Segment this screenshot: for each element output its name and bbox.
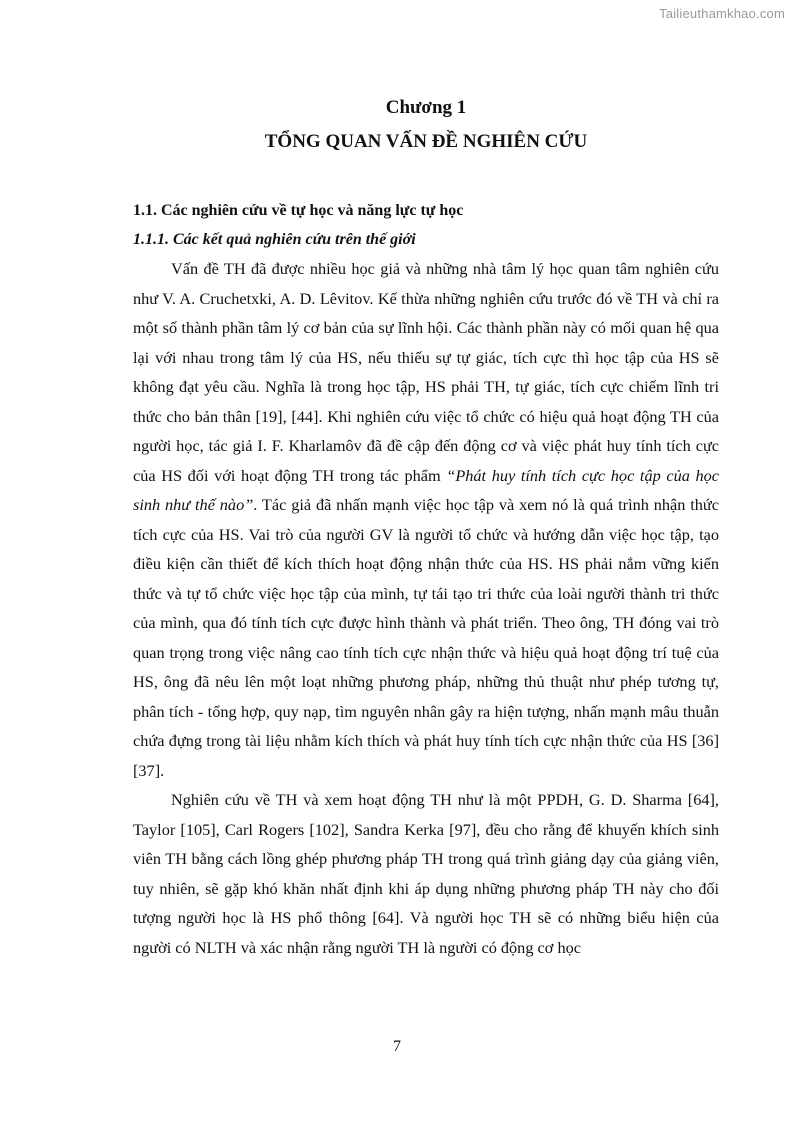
paragraph-1-text-a: Vấn đề TH đã được nhiều học giả và những nhà tâm lý học quan tâm nghiên cứu như V. A. Cruchetxki, A. D. Lêvitov. Kế thừa những nghiên cứu trước đó về TH và chỉ ra một số thành phần tâm lý cơ bản của sự lĩnh hội. Các thành phần này có mối quan hệ qua lại với nhau trong tâm lý của HS, nếu thiếu sự tự giác, tích cực thì học tập của HS sẽ không đạt yêu cầu. Nghĩa là trong học tập, HS phải TH, tự giác, tích cực chiếm lĩnh tri thức cho bản thân [19], [44]. Khi nghiên cứu việc tổ chức có hiệu quả hoạt động TH của người học, tác giả I. F. Kharlamôv đã đề cập đến động cơ và việc phát huy tính tích cực của HS đối với hoạt động TH trong tác phẩm bbox=[133, 259, 719, 485]
paragraph-1-book-title: “Phát huy tính tích cực học tập của học sinh như thế nào” bbox=[133, 465, 719, 514]
chapter-number: Chương 1 bbox=[385, 97, 467, 118]
paragraph-2: Nghiên cứu về TH và xem hoạt động TH như là một PPDH, G. D. Sharma [64], Taylor [105], Carl Rogers [102], Sandra Kerka [97], đều cho rằng để khuyến khích sinh viên TH bằng cách lồng ghép phương pháp TH trong quá trình giảng dạy của giảng viên, tuy nhiên, sẽ gặp khó khăn nhất định khi áp dụng những phương pháp TH này cho đối tượng người học là HS phổ thông [64]. Và người học TH sẽ có những biểu hiện của người có NLTH và xác nhận rằng người TH là người có động cơ học bbox=[133, 790, 719, 957]
document-page bbox=[133, 92, 719, 962]
section-heading: 1.1. Các nghiên cứu về tự học và năng lực tự học bbox=[133, 202, 464, 219]
watermark-text: Tailieuthamkhao.com bbox=[659, 6, 785, 21]
paragraph-1-text-b: . Tác giả đã nhấn mạnh việc học tập và xem nó là quá trình nhận thức tích cực của HS. Vai trò của người GV là người tổ chức và hướng dẫn việc học tập, tạo điều kiện cần thiết để kích thích hoạt động nhận thức của HS. HS phải nắm vững kiến thức và tự tổ chức việc học tập của mình, tự tái tạo tri thức của loài người thành tri thức của mình, qua đó tính tích cực được hình thành và phát triển. Theo ông, TH đóng vai trò quan trọng trong việc nâng cao tính tích cực nhận thức và hiệu quả hoạt động trí tuệ của HS, ông đã nêu lên một loạt những phương pháp, những thủ thuật như phép tương tự, phân tích - tổng hợp, quy nạp, tìm nguyên nhân gây ra hiện tượng, nhấn mạnh mâu thuẫn chứa đựng trong tài liệu nhằm kích thích và phát huy tính tích cực nhận thức của HS [36] [37]. bbox=[133, 495, 719, 780]
page-number: 7 bbox=[393, 1038, 401, 1055]
chapter-title: TỔNG QUAN VẤN ĐỀ NGHIÊN CỨU bbox=[264, 131, 588, 152]
subsection-heading: 1.1.1. Các kết quả nghiên cứu trên thế giới bbox=[133, 231, 416, 248]
paragraph-1 bbox=[133, 254, 719, 785]
